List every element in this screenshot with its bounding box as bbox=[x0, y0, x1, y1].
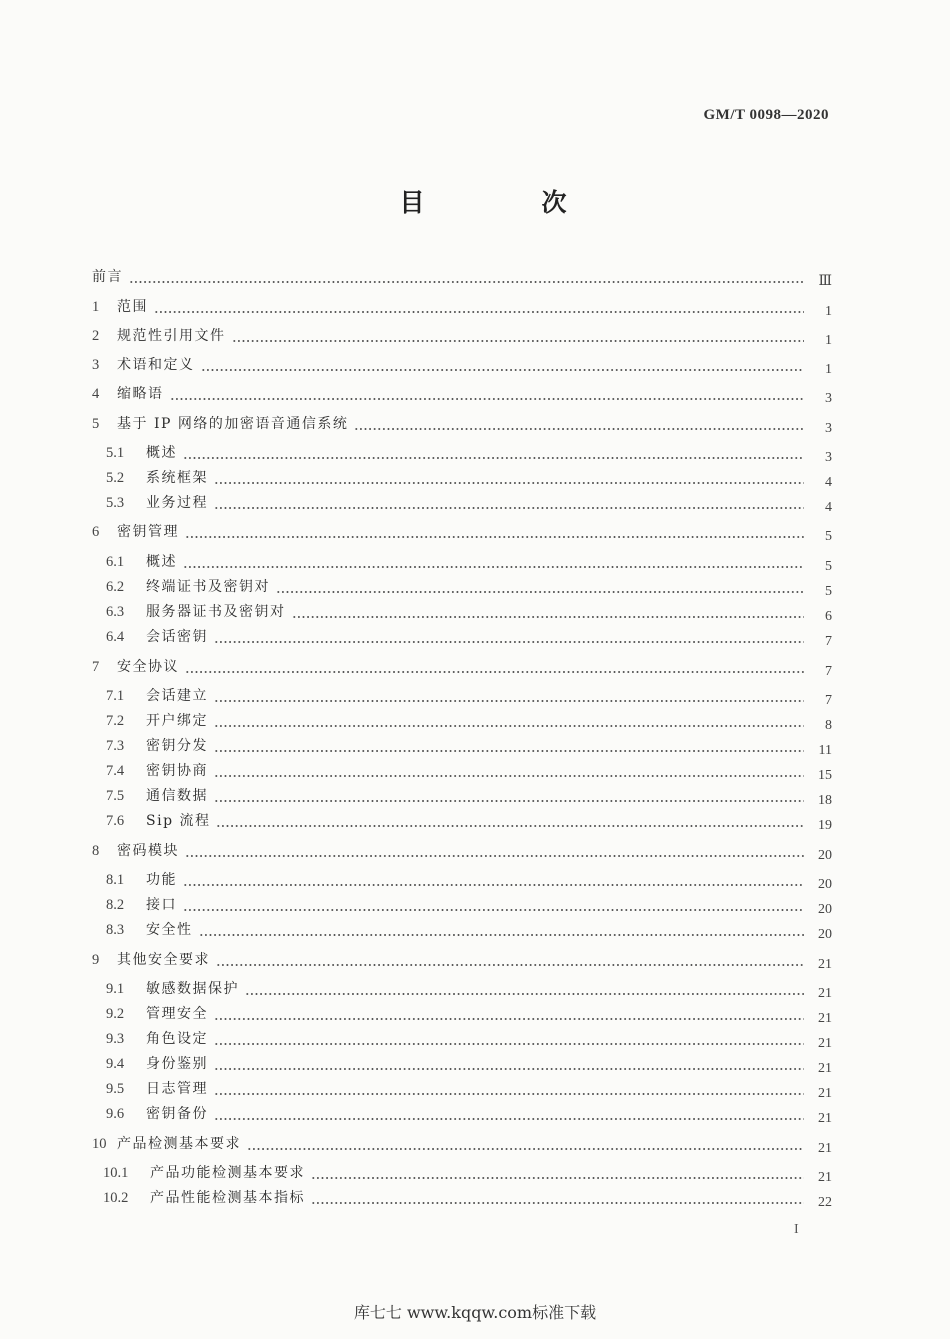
toc-title: 开户绑定 bbox=[146, 713, 208, 729]
toc-title: 通信数据 bbox=[146, 788, 208, 804]
toc-entry-5-3[interactable] bbox=[92, 488, 832, 515]
toc-page: 4 bbox=[825, 500, 832, 515]
toc-number: 4 bbox=[92, 386, 100, 402]
toc-number: 7 bbox=[92, 659, 100, 675]
toc-entry-preface[interactable] bbox=[92, 262, 832, 289]
toc-title: 密钥协商 bbox=[146, 763, 208, 779]
toc-entry-1[interactable] bbox=[92, 292, 832, 319]
dot-leader bbox=[216, 825, 804, 827]
toc-number: 8.3 bbox=[106, 922, 125, 938]
toc-page: 21 bbox=[818, 1011, 832, 1026]
toc-number: 6.2 bbox=[106, 579, 125, 595]
toc-page: 1 bbox=[825, 362, 832, 377]
toc-title: 范围 bbox=[117, 299, 148, 315]
toc-number: 9.5 bbox=[106, 1081, 125, 1097]
dot-leader bbox=[214, 800, 804, 802]
toc-entry-4[interactable] bbox=[92, 379, 832, 406]
toc-page: 5 bbox=[825, 584, 832, 599]
toc-entry-8[interactable] bbox=[92, 836, 832, 863]
toc-title: 日志管理 bbox=[146, 1081, 208, 1097]
toc-number: 2 bbox=[92, 328, 100, 344]
toc-title: 业务过程 bbox=[146, 495, 208, 511]
dot-leader bbox=[276, 591, 804, 593]
toc-entry-6-2[interactable] bbox=[92, 572, 832, 599]
dot-leader bbox=[214, 1018, 804, 1020]
toc-title: 会话密钥 bbox=[146, 629, 208, 645]
toc-title: 密码模块 bbox=[117, 843, 179, 859]
watermark-footer: 库七七 www.kqqw.com标准下载 bbox=[353, 1303, 597, 1322]
toc-page: 11 bbox=[818, 743, 832, 758]
dot-leader bbox=[354, 428, 804, 430]
toc-number: 7.1 bbox=[106, 688, 125, 704]
dot-leader bbox=[183, 884, 804, 886]
dot-leader bbox=[183, 566, 804, 568]
toc-number: 6.3 bbox=[106, 604, 125, 620]
dot-leader bbox=[214, 482, 804, 484]
toc-title: 会话建立 bbox=[146, 688, 208, 704]
toc-entry-10[interactable] bbox=[92, 1129, 832, 1156]
dot-leader bbox=[214, 1093, 804, 1095]
toc-title: 角色设定 bbox=[146, 1031, 208, 1047]
toc-page: 5 bbox=[825, 559, 832, 574]
dot-leader bbox=[185, 671, 804, 673]
toc-number: 6.1 bbox=[106, 554, 125, 570]
toc-page: 18 bbox=[818, 793, 832, 808]
toc-page: 1 bbox=[825, 304, 832, 319]
toc-page: 6 bbox=[825, 609, 832, 624]
toc-page: 19 bbox=[818, 818, 832, 833]
toc-page: 21 bbox=[818, 957, 832, 972]
toc-title: 缩略语 bbox=[117, 386, 164, 402]
toc-title: 密钥分发 bbox=[146, 738, 208, 754]
toc-page: 21 bbox=[818, 1086, 832, 1101]
toc-page: 21 bbox=[818, 1111, 832, 1126]
toc-entry-9-5[interactable] bbox=[92, 1074, 832, 1101]
toc-entry-5-1[interactable] bbox=[92, 438, 832, 465]
toc-number: 7.2 bbox=[106, 713, 125, 729]
toc-page: 20 bbox=[818, 927, 832, 942]
toc-number: 9.3 bbox=[106, 1031, 125, 1047]
toc-number: 8.2 bbox=[106, 897, 125, 913]
toc-title: 产品检测基本要求 bbox=[117, 1136, 241, 1152]
toc-entry-9-3[interactable] bbox=[92, 1024, 832, 1051]
dot-leader bbox=[214, 700, 804, 702]
toc-entry-6-3[interactable] bbox=[92, 597, 832, 624]
dot-leader bbox=[214, 750, 804, 752]
toc-number: 9.2 bbox=[106, 1006, 125, 1022]
toc-number: 7.3 bbox=[106, 738, 125, 754]
toc-title: 敏感数据保护 bbox=[146, 981, 239, 997]
document-code: GM/T 0098—2020 bbox=[703, 107, 829, 123]
toc-entry-10-1[interactable] bbox=[92, 1158, 832, 1185]
toc-title: 密钥管理 bbox=[117, 524, 179, 540]
dot-leader bbox=[214, 775, 804, 777]
toc-title: 安全协议 bbox=[117, 659, 179, 675]
dot-leader bbox=[185, 855, 804, 857]
toc-number: 10.2 bbox=[103, 1190, 129, 1206]
toc-page: 4 bbox=[825, 475, 832, 490]
toc-title: 其他安全要求 bbox=[117, 952, 210, 968]
toc-number: 7.5 bbox=[106, 788, 125, 804]
toc-page: 15 bbox=[818, 768, 832, 783]
dot-leader bbox=[245, 993, 804, 995]
toc-entry-7-5[interactable] bbox=[92, 781, 832, 808]
dot-leader bbox=[214, 1068, 804, 1070]
toc-title: Sip 流程 bbox=[146, 813, 211, 829]
toc-page: 21 bbox=[818, 1036, 832, 1051]
toc-entry-5[interactable] bbox=[92, 409, 832, 436]
toc-page: 21 bbox=[818, 986, 832, 1001]
toc-entry-9[interactable] bbox=[92, 945, 832, 972]
toc-title: 安全性 bbox=[146, 922, 193, 938]
toc-number: 10 bbox=[92, 1136, 107, 1152]
toc-title: 规范性引用文件 bbox=[117, 328, 226, 344]
dot-leader bbox=[201, 369, 805, 371]
dot-leader bbox=[199, 934, 805, 936]
dot-leader bbox=[247, 1148, 804, 1150]
toc-number: 8.1 bbox=[106, 872, 125, 888]
toc-page: Ⅲ bbox=[818, 274, 832, 289]
toc-number: 6.4 bbox=[106, 629, 125, 645]
toc-page: 3 bbox=[825, 450, 832, 465]
toc-number: 6 bbox=[92, 524, 100, 540]
toc-entry-6-1[interactable] bbox=[92, 547, 832, 574]
toc-entry-9-4[interactable] bbox=[92, 1049, 832, 1076]
page-number: I bbox=[794, 1222, 799, 1237]
dot-leader bbox=[129, 281, 804, 283]
toc-number: 7.6 bbox=[106, 813, 125, 829]
toc-entry-5-2[interactable] bbox=[92, 463, 832, 490]
toc-title: 接口 bbox=[146, 897, 177, 913]
toc-number: 1 bbox=[92, 299, 100, 315]
toc-entry-7-6[interactable] bbox=[92, 806, 832, 833]
toc-entry-8-3[interactable] bbox=[92, 915, 832, 942]
dot-leader bbox=[311, 1202, 804, 1204]
toc-number: 10.1 bbox=[103, 1165, 129, 1181]
toc-number: 5.1 bbox=[106, 445, 125, 461]
toc-number: 8 bbox=[92, 843, 100, 859]
dot-leader bbox=[170, 398, 805, 400]
toc-entry-9-6[interactable] bbox=[92, 1099, 832, 1126]
toc-title: 产品功能检测基本要求 bbox=[150, 1165, 305, 1181]
toc-entry-7-3[interactable] bbox=[92, 731, 832, 758]
toc-title: 密钥备份 bbox=[146, 1106, 208, 1122]
toc-page: 3 bbox=[825, 421, 832, 436]
toc-page: 8 bbox=[825, 718, 832, 733]
dot-leader bbox=[232, 340, 805, 342]
toc-title: 身份鉴别 bbox=[146, 1056, 208, 1072]
dot-leader bbox=[183, 909, 804, 911]
toc-entry-3[interactable] bbox=[92, 350, 832, 377]
toc-page: 7 bbox=[825, 634, 832, 649]
toc-page: 21 bbox=[818, 1141, 832, 1156]
dot-leader bbox=[214, 1118, 804, 1120]
dot-leader bbox=[214, 725, 804, 727]
dot-leader bbox=[214, 641, 804, 643]
toc-title: 服务器证书及密钥对 bbox=[146, 604, 286, 620]
toc-page: 7 bbox=[825, 664, 832, 679]
dot-leader bbox=[292, 616, 805, 618]
toc-entry-6-4[interactable] bbox=[92, 622, 832, 649]
toc-number: 5 bbox=[92, 416, 100, 432]
toc-title: 系统框架 bbox=[146, 470, 208, 486]
toc-title: 概述 bbox=[146, 445, 177, 461]
toc-title: 管理安全 bbox=[146, 1006, 208, 1022]
dot-leader bbox=[185, 536, 804, 538]
toc-entry-7[interactable] bbox=[92, 652, 832, 679]
toc-number: 5.2 bbox=[106, 470, 125, 486]
toc-number: 9.4 bbox=[106, 1056, 125, 1072]
toc-number: 5.3 bbox=[106, 495, 125, 511]
toc-title: 术语和定义 bbox=[117, 357, 195, 373]
toc-page: 20 bbox=[818, 848, 832, 863]
toc-entry-8-1[interactable] bbox=[92, 865, 832, 892]
toc-entry-7-1[interactable] bbox=[92, 681, 832, 708]
toc-entry-2[interactable] bbox=[92, 321, 832, 348]
toc-entry-7-4[interactable] bbox=[92, 756, 832, 783]
toc-title: 基于 IP 网络的加密语音通信系统 bbox=[117, 416, 349, 432]
toc-title: 终端证书及密钥对 bbox=[146, 579, 270, 595]
toc-entry-9-2[interactable] bbox=[92, 999, 832, 1026]
toc-entry-8-2[interactable] bbox=[92, 890, 832, 917]
toc-entry-6[interactable] bbox=[92, 517, 832, 544]
toc-page: 20 bbox=[818, 902, 832, 917]
toc-entry-10-2[interactable] bbox=[92, 1183, 832, 1210]
toc-title: 概述 bbox=[146, 554, 177, 570]
toc-number: 9.1 bbox=[106, 981, 125, 997]
toc-entry-7-2[interactable] bbox=[92, 706, 832, 733]
dot-leader bbox=[214, 1043, 804, 1045]
dot-leader bbox=[214, 507, 804, 509]
toc-title: 产品性能检测基本指标 bbox=[150, 1190, 305, 1206]
toc-number: 7.4 bbox=[106, 763, 125, 779]
toc-page: 20 bbox=[818, 877, 832, 892]
toc-page: 21 bbox=[818, 1061, 832, 1076]
toc-page: 21 bbox=[818, 1170, 832, 1185]
toc-title: 功能 bbox=[146, 872, 177, 888]
toc-number: 3 bbox=[92, 357, 100, 373]
toc-page: 5 bbox=[825, 529, 832, 544]
toc-page: 3 bbox=[825, 391, 832, 406]
toc-title: 前言 bbox=[92, 269, 123, 285]
toc-number: 9 bbox=[92, 952, 100, 968]
toc-page: 1 bbox=[825, 333, 832, 348]
page-title: 目 次 bbox=[399, 188, 613, 217]
toc-page: 7 bbox=[825, 693, 832, 708]
dot-leader bbox=[183, 457, 804, 459]
dot-leader bbox=[311, 1177, 804, 1179]
dot-leader bbox=[216, 964, 804, 966]
toc-entry-9-1[interactable] bbox=[92, 974, 832, 1001]
toc-number: 9.6 bbox=[106, 1106, 125, 1122]
dot-leader bbox=[154, 311, 804, 313]
toc-page: 22 bbox=[818, 1195, 832, 1210]
